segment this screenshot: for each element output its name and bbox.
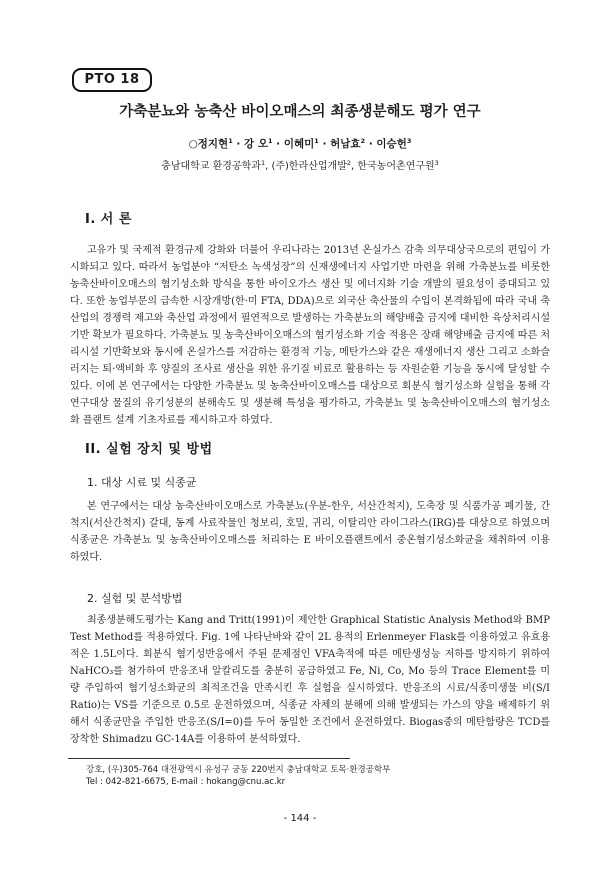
affiliation-name: 충남대학교 환경공학과 [161, 161, 261, 172]
affiliation-superscript: 2 [346, 159, 352, 167]
author-name: 강 오 [244, 138, 268, 150]
author-superscript: 3 [406, 137, 412, 145]
footnote-address: 강호, (우)305-764 대전광역시 유성구 궁동 220번지 충남대학교 토목·환경공학부 [86, 765, 391, 775]
affiliation-superscript: 3 [434, 159, 439, 167]
author-name: 이혜미 [283, 138, 315, 150]
author-separator: · [272, 138, 284, 150]
affiliation-separator: , [351, 161, 358, 172]
footnote-divider [68, 758, 350, 759]
samples-paragraph: 본 연구에서는 대상 농축산바이오매스로 가축분뇨(우분-한우, 서산간척지), 도축장 및 식품가공 폐기물, 간척지(서산간척지) 갈대, 동계 사료작물인 청보리, 호밀, 귀리, 이탈리안 라이그라스(IRG)를 대상으로 하였으며 식종균은 가축분뇨 및 농축산바이오매스를 처리하는 E 바이오플랜트에서 중온혐기성소화균을 채취하여 이용하였다. [70, 501, 550, 563]
affiliation-name: (주)한라산업개발 [271, 161, 347, 172]
affiliation-separator: , [265, 161, 272, 172]
author-superscript: 1 [268, 137, 273, 145]
footnote-contact: Tel : 042-821-6675, E-mail : hokang@cnu.ac.kr [86, 777, 286, 787]
author-name: 허남효 [330, 138, 361, 150]
intro-paragraph: 고유가 및 국제적 환경규제 강화와 더불어 우리나라는 2013년 온실가스 감축 의무대상국으로의 편입이 가시화되고 있다. 따라서 농업분야 “저탄소 녹색성장”의 신재생에너지 사업기반 마련을 위해 가축분뇨를 비롯한 농축산바이오매스의 혐기성소화 방식을 통한 바이오가스 생산 및 에너지화 기술 개발의 필요성이 증대되고 있다. 또한 농업부문의 급속한 시장개방(한·미 FTA, DDA)으로 외국산 축산물의 수입이 본격화됨에 따라 국내 축산업의 경쟁력 제고와 축산업 과정에서 필연적으로 발생하는 가축분뇨의 해양배출 금지에 대비한 육상처리시설 기반 확보가 필요하다. 가축분뇨 및 농축산바이오매스의 혐기성소화 기술 적용은 장래 해양배출 금지에 따른 처리시설 기반확보와 동시에 온실가스를 저감하는 환경적 기능, 메탄가스와 같은 재생에너지 생산 그리고 소화슬러지는 퇴·액비화 후 양질의 조사료 생산을 위한 유기질 비료로 활용하는 등 자원순환 기능을 동시에 달성할 수 있다. 이에 본 연구에서는 다양한 가축분뇨 및 농축산바이오매스를 대상으로 회분식 혐기성소화 실험을 통해 각 연구대상 물질의 유기성분의 분해속도 및 생분해 특성을 평가하고, 가축분뇨 및 농축산바이오매스의 혐기성소화 플랜트 설계 기초자료를 제시하고자 하였다. [70, 245, 550, 426]
affiliation-list [0, 157, 600, 172]
affiliation-name: 한국농어촌연구원 [357, 161, 435, 172]
subsection-heading-samples: 1. 대상 시료 및 식종균 [87, 476, 197, 489]
section-heading-methods: II. 실험 장치 및 방법 [85, 442, 213, 457]
author-superscript: 2 [360, 137, 366, 145]
author-separator: · [318, 138, 331, 150]
page-number: - 144 - [283, 813, 317, 824]
author-separator: · [365, 138, 377, 150]
author-separator: · [232, 138, 245, 150]
author-superscript: 1 [228, 137, 233, 145]
author-superscript: 1 [314, 137, 319, 145]
author-name: ○정지현 [188, 138, 229, 150]
author-list [0, 136, 600, 151]
affiliation-superscript: 1 [260, 159, 266, 167]
author-name: 이승헌 [376, 138, 407, 150]
section-heading-intro: I. 서 론 [85, 212, 132, 227]
paper-title: 가축분뇨와 농축산 바이오매스의 최종생분해도 평가 연구 [119, 104, 481, 120]
analysis-paragraph: 최종생분해도평가는 Kang and Tritt(1991)이 제안한 Graphical Statistic Analysis Method와 BMP Test Method를 적용하였다. Fig. 1에 나타난바와 같이 2L 용적의 Erlenmeyer Flask를 이용하였고 유효용적은 1.5L이다. 회분식 혐기성반응에서 주된 문제점인 VFA축적에 따른 메탄생성능 저하를 방지하기 위하여 NaHCO₃를 첨가하여 반응조내 알칼리도를 충분히 공급하였고 Fe, Ni, Co, Mo 등의 Trace Element를 미량 주입하여 혐기성소화균의 최적조건을 만족시킨 후 실험을 실시하였다. 반응조의 시료/식종미생물 비(S/I Ratio)는 VS를 기준으로 0.5로 운전하였으며, 식종균 자체의 분해에 의해 발생되는 가스의 양을 배제하기 위해서 식종균만을 주입한 반응조(S/I=0)를 두어 동일한 조건에서 운전하였다. Biogas중의 메탄함량은 TCD를 장착한 Shimadzu GC-14A를 이용하여 분석하였다. [70, 615, 550, 745]
session-code-badge: PTO 18 [72, 68, 152, 92]
subsection-heading-analysis: 2. 실험 및 분석방법 [87, 592, 183, 605]
